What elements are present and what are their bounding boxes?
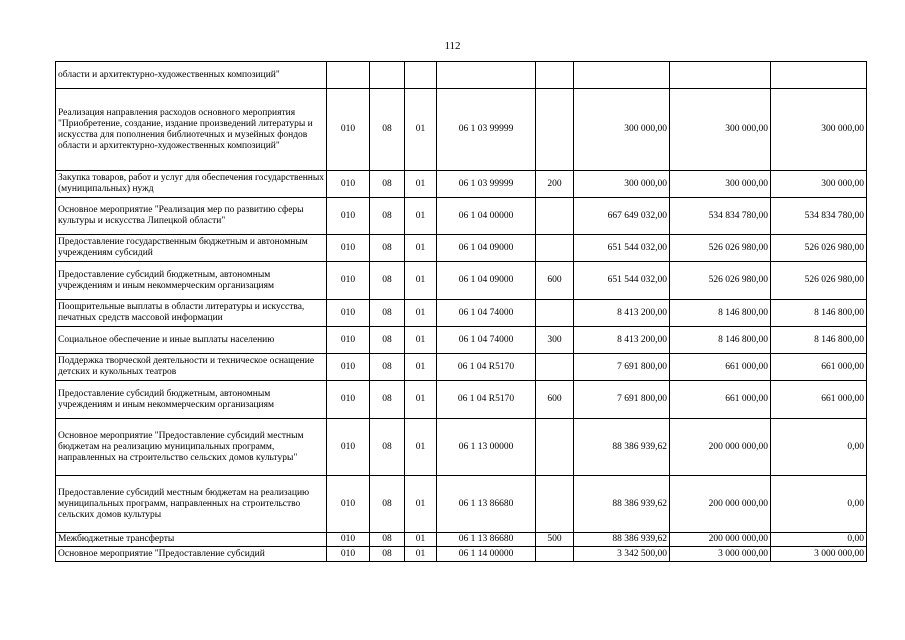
row-amount-2-cell: 200 000 000,00 xyxy=(670,476,771,533)
row-subsection-code-cell: 01 xyxy=(405,198,437,235)
row-amount-1-cell: 88 386 939,62 xyxy=(574,533,670,547)
row-expense-type-cell: 300 xyxy=(536,327,574,354)
row-subsection-code-cell: 01 xyxy=(405,419,437,476)
row-subsection-code-cell: 01 xyxy=(405,547,437,562)
row-expense-type-cell xyxy=(536,62,574,89)
row-expense-type-cell xyxy=(536,547,574,562)
row-target-article-cell: 06 1 13 00000 xyxy=(437,419,536,476)
row-target-article-cell xyxy=(437,62,536,89)
row-amount-3-cell: 526 026 980,00 xyxy=(771,262,867,300)
row-name-cell: Основное мероприятие "Реализация мер по развитию сферы культуры и искусства Липецкой области" xyxy=(56,198,327,235)
row-amount-1-cell: 651 544 032,00 xyxy=(574,235,670,262)
row-amount-3-cell: 661 000,00 xyxy=(771,381,867,419)
row-target-article-cell: 06 1 03 99999 xyxy=(437,89,536,171)
row-amount-1-cell: 88 386 939,62 xyxy=(574,419,670,476)
row-expense-type-cell: 200 xyxy=(536,171,574,198)
row-name-cell: Предоставление государственным бюджетным и автономным учреждениям субсидий xyxy=(56,235,327,262)
row-name-cell: Закупка товаров, работ и услуг для обеспечения государственных (муниципальных) нужд xyxy=(56,171,327,198)
row-amount-2-cell: 3 000 000,00 xyxy=(670,547,771,562)
row-name-cell: Основное мероприятие "Предоставление субсидий местным бюджетам на реализацию муниципальных программ, направленных на строительство сельских домов культуры" xyxy=(56,419,327,476)
table-row xyxy=(56,381,867,419)
table-row xyxy=(56,476,867,533)
row-amount-2-cell: 8 146 800,00 xyxy=(670,300,771,327)
row-subsection-code-cell: 01 xyxy=(405,381,437,419)
row-expense-type-cell: 600 xyxy=(536,262,574,300)
row-amount-2-cell: 661 000,00 xyxy=(670,354,771,381)
row-amount-2-cell: 526 026 980,00 xyxy=(670,262,771,300)
row-amount-1-cell: 7 691 800,00 xyxy=(574,354,670,381)
row-ministry-code-cell: 010 xyxy=(327,300,370,327)
row-expense-type-cell xyxy=(536,235,574,262)
row-amount-3-cell: 0,00 xyxy=(771,533,867,547)
row-name-cell: Социальное обеспечение и иные выплаты населению xyxy=(56,327,327,354)
row-expense-type-cell xyxy=(536,300,574,327)
row-amount-1-cell: 88 386 939,62 xyxy=(574,476,670,533)
row-amount-3-cell: 8 146 800,00 xyxy=(771,300,867,327)
row-section-code-cell: 08 xyxy=(370,547,405,562)
row-section-code-cell: 08 xyxy=(370,235,405,262)
row-name-cell: Предоставление субсидий бюджетным, автономным учреждениям и иным некоммерческим организациям xyxy=(56,262,327,300)
row-amount-3-cell: 300 000,00 xyxy=(771,171,867,198)
table-row xyxy=(56,547,867,562)
row-ministry-code-cell: 010 xyxy=(327,171,370,198)
row-amount-1-cell: 300 000,00 xyxy=(574,89,670,171)
row-ministry-code-cell xyxy=(327,62,370,89)
row-amount-2-cell: 534 834 780,00 xyxy=(670,198,771,235)
row-amount-1-cell: 7 691 800,00 xyxy=(574,381,670,419)
row-ministry-code-cell: 010 xyxy=(327,419,370,476)
row-section-code-cell: 08 xyxy=(370,476,405,533)
table-body xyxy=(56,62,867,562)
table-row xyxy=(56,354,867,381)
row-ministry-code-cell: 010 xyxy=(327,476,370,533)
row-amount-1-cell: 8 413 200,00 xyxy=(574,327,670,354)
budget-table xyxy=(55,61,867,562)
row-expense-type-cell xyxy=(536,354,574,381)
row-ministry-code-cell: 010 xyxy=(327,235,370,262)
row-name-cell: области и архитектурно-художественных композиций" xyxy=(56,62,327,89)
row-subsection-code-cell: 01 xyxy=(405,300,437,327)
row-section-code-cell: 08 xyxy=(370,198,405,235)
row-amount-2-cell: 300 000,00 xyxy=(670,89,771,171)
row-amount-1-cell xyxy=(574,62,670,89)
row-amount-2-cell xyxy=(670,62,771,89)
row-name-cell: Предоставление субсидий местным бюджетам на реализацию муниципальных программ, направленных на строительство сельских домов культуры xyxy=(56,476,327,533)
row-name-cell: Основное мероприятие "Предоставление субсидий xyxy=(56,547,327,562)
row-amount-3-cell: 661 000,00 xyxy=(771,354,867,381)
row-target-article-cell: 06 1 14 00000 xyxy=(437,547,536,562)
row-expense-type-cell: 600 xyxy=(536,381,574,419)
row-target-article-cell: 06 1 04 74000 xyxy=(437,300,536,327)
row-target-article-cell: 06 1 04 R5170 xyxy=(437,381,536,419)
row-amount-1-cell: 667 649 032,00 xyxy=(574,198,670,235)
row-expense-type-cell xyxy=(536,89,574,171)
row-amount-3-cell: 300 000,00 xyxy=(771,89,867,171)
row-section-code-cell: 08 xyxy=(370,171,405,198)
row-amount-3-cell xyxy=(771,62,867,89)
row-section-code-cell: 08 xyxy=(370,89,405,171)
row-target-article-cell: 06 1 04 09000 xyxy=(437,235,536,262)
row-ministry-code-cell: 010 xyxy=(327,533,370,547)
table-row xyxy=(56,198,867,235)
row-name-cell: Поощрительные выплаты в области литературы и искусства, печатных средств массовой информации xyxy=(56,300,327,327)
row-ministry-code-cell: 010 xyxy=(327,547,370,562)
table-row xyxy=(56,62,867,89)
row-section-code-cell xyxy=(370,62,405,89)
row-ministry-code-cell: 010 xyxy=(327,89,370,171)
table-row xyxy=(56,419,867,476)
row-name-cell: Межбюджетные трансферты xyxy=(56,533,327,547)
row-subsection-code-cell: 01 xyxy=(405,533,437,547)
row-subsection-code-cell: 01 xyxy=(405,354,437,381)
row-ministry-code-cell: 010 xyxy=(327,198,370,235)
row-amount-3-cell: 3 000 000,00 xyxy=(771,547,867,562)
row-amount-3-cell: 534 834 780,00 xyxy=(771,198,867,235)
table-row xyxy=(56,89,867,171)
table-row xyxy=(56,262,867,300)
row-section-code-cell: 08 xyxy=(370,300,405,327)
row-ministry-code-cell: 010 xyxy=(327,327,370,354)
row-amount-2-cell: 300 000,00 xyxy=(670,171,771,198)
row-subsection-code-cell: 01 xyxy=(405,89,437,171)
table-row xyxy=(56,327,867,354)
row-expense-type-cell xyxy=(536,419,574,476)
row-amount-1-cell: 3 342 500,00 xyxy=(574,547,670,562)
row-target-article-cell: 06 1 13 86680 xyxy=(437,533,536,547)
row-target-article-cell: 06 1 13 86680 xyxy=(437,476,536,533)
row-expense-type-cell xyxy=(536,198,574,235)
row-amount-3-cell: 8 146 800,00 xyxy=(771,327,867,354)
row-subsection-code-cell: 01 xyxy=(405,262,437,300)
row-amount-3-cell: 0,00 xyxy=(771,419,867,476)
row-name-cell: Предоставление субсидий бюджетным, автономным учреждениям и иным некоммерческим организациям xyxy=(56,381,327,419)
row-expense-type-cell: 500 xyxy=(536,533,574,547)
row-amount-3-cell: 0,00 xyxy=(771,476,867,533)
row-target-article-cell: 06 1 03 99999 xyxy=(437,171,536,198)
row-amount-2-cell: 200 000 000,00 xyxy=(670,419,771,476)
row-amount-1-cell: 651 544 032,00 xyxy=(574,262,670,300)
row-amount-1-cell: 300 000,00 xyxy=(574,171,670,198)
row-subsection-code-cell: 01 xyxy=(405,171,437,198)
row-target-article-cell: 06 1 04 00000 xyxy=(437,198,536,235)
table-row xyxy=(56,235,867,262)
row-subsection-code-cell: 01 xyxy=(405,235,437,262)
row-amount-1-cell: 8 413 200,00 xyxy=(574,300,670,327)
row-section-code-cell: 08 xyxy=(370,533,405,547)
row-section-code-cell: 08 xyxy=(370,419,405,476)
row-amount-3-cell: 526 026 980,00 xyxy=(771,235,867,262)
row-ministry-code-cell: 010 xyxy=(327,262,370,300)
row-name-cell: Реализация направления расходов основного мероприятия "Приобретение, создание, издание произведений литературы и искусства для пополнения библиотечных и музейных фондов области и архитектурно-художественных композиций" xyxy=(56,89,327,171)
row-amount-2-cell: 200 000 000,00 xyxy=(670,533,771,547)
row-ministry-code-cell: 010 xyxy=(327,381,370,419)
row-amount-2-cell: 8 146 800,00 xyxy=(670,327,771,354)
page-number: 112 xyxy=(444,40,461,52)
table-row xyxy=(56,171,867,198)
row-target-article-cell: 06 1 04 R5170 xyxy=(437,354,536,381)
table-row xyxy=(56,533,867,547)
row-subsection-code-cell: 01 xyxy=(405,327,437,354)
row-name-cell: Поддержка творческой деятельности и техническое оснащение детских и кукольных театров xyxy=(56,354,327,381)
row-target-article-cell: 06 1 04 09000 xyxy=(437,262,536,300)
row-section-code-cell: 08 xyxy=(370,262,405,300)
row-ministry-code-cell: 010 xyxy=(327,354,370,381)
row-subsection-code-cell xyxy=(405,62,437,89)
row-amount-2-cell: 526 026 980,00 xyxy=(670,235,771,262)
row-target-article-cell: 06 1 04 74000 xyxy=(437,327,536,354)
table-row xyxy=(56,300,867,327)
row-section-code-cell: 08 xyxy=(370,381,405,419)
row-section-code-cell: 08 xyxy=(370,327,405,354)
row-section-code-cell: 08 xyxy=(370,354,405,381)
row-expense-type-cell xyxy=(536,476,574,533)
row-subsection-code-cell: 01 xyxy=(405,476,437,533)
row-amount-2-cell: 661 000,00 xyxy=(670,381,771,419)
